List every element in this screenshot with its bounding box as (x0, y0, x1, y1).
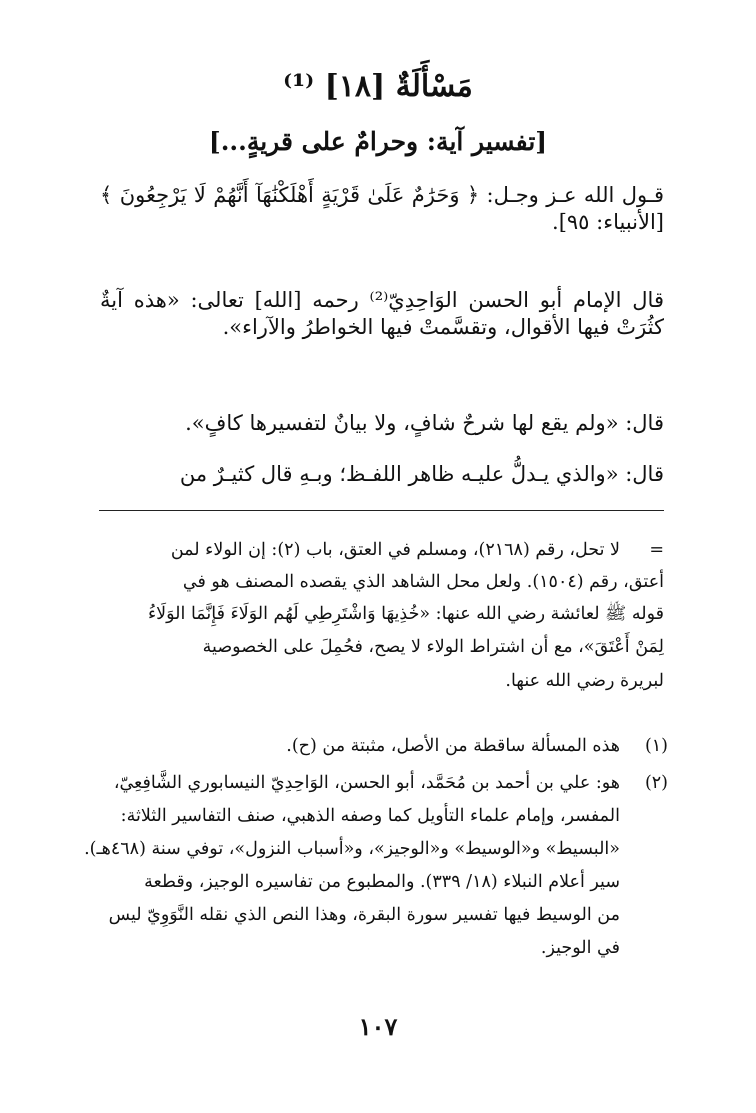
footnote-continuation-line: لبريرة رضي الله عنها. (505, 671, 664, 691)
footnote-continuation-line: أعتق، رقم (١٥٠٤). ولعل محل الشاهد الذي يقصده المصنف هو في (182, 572, 664, 592)
page-number: ١٠٧ (358, 1012, 398, 1041)
footnote-continuation-line: قوله ﷺ لعائشة رضي الله عنها: «خُذِيهَا وَاشْتَرِطِي لَهُم الوَلَاءَ فَإِنَّمَا الوَلَاءُ (147, 604, 664, 624)
issue-heading: مَسْأَلَةٌ [١٨] ⁽¹⁾ (283, 69, 473, 104)
footnote-2-line: «البسيط» و«الوسيط» و«الوجيز»، و«أسباب النزول»، توفي سنة (٤٦٨هـ). (84, 839, 620, 859)
wahidi-quote-paragraph: قال الإمام أبو الحسن الوَاحِدِيّ⁽²⁾ رحمه [الله] تعالى: «هذه آيةٌ كثُرَتْ فيها الأقوال، وتقسَّمتْ فيها الخواطرُ والآراء». (100, 288, 664, 339)
quran-verse-paragraph: قـول الله عـز وجـل: ﴿ وَحَرَٰمٌ عَلَىٰ قَرْيَةٍ أَهْلَكْنَٰهَآ أَنَّهُمْ لَا يَرْجِعُونَ ﴾[الأنبياء: ٩٥]. (100, 183, 664, 234)
footnote-2-line: من الوسيط فيها تفسير سورة البقرة، وهذا النص الذي نقله النَّوَوِيّ ليس (108, 905, 620, 925)
footnote-2-line: سير أعلام النبلاء (١٨/ ٣٣٩). والمطبوع من تفاسيره الوجيز، وقطعة (144, 872, 620, 892)
footnote-separator (99, 510, 664, 511)
quote-paragraph-2: قال: «ولم يقع لها شرحٌ شافٍ، ولا بيانٌ لتفسيرها كافٍ». (185, 411, 664, 435)
footnote-continuation-line: لا تحل، رقم (٢١٦٨)، ومسلم في العتق، باب (٢): إن الولاء لمن (170, 540, 620, 560)
footnote-continuation-line: لِمَنْ أَعْتَقَ»، مع أن اشتراط الولاء لا يصح، فحُمِلَ على الخصوصية (202, 637, 664, 657)
quote-paragraph-3: قال: «والذي يـدلُّ عليـه ظاهر اللفـظ؛ وبـهِ قال كثيـرٌ من (179, 462, 664, 486)
footnote-1-line: هذه المسألة ساقطة من الأصل، مثبتة من (ح). (286, 736, 620, 756)
issue-subheading: [تفسير آية: وحرامٌ على قريةٍ...] (208, 127, 548, 156)
footnote-2-line: هو: علي بن أحمد بن مُحَمَّد، أبو الحسن، الوَاحِدِيّ النيسابوري الشَّافِعِيّ، (113, 773, 620, 793)
footnote-continuation-marker: = (649, 540, 664, 560)
footnote-2-line: المفسر، وإمام علماء التأويل كما وصفه الذهبي، صنف التفاسير الثلاثة: (120, 806, 620, 826)
footnote-1-marker: (١) (644, 736, 668, 756)
footnote-2-marker: (٢) (644, 773, 668, 793)
footnote-2-line: في الوجيز. (540, 938, 620, 958)
